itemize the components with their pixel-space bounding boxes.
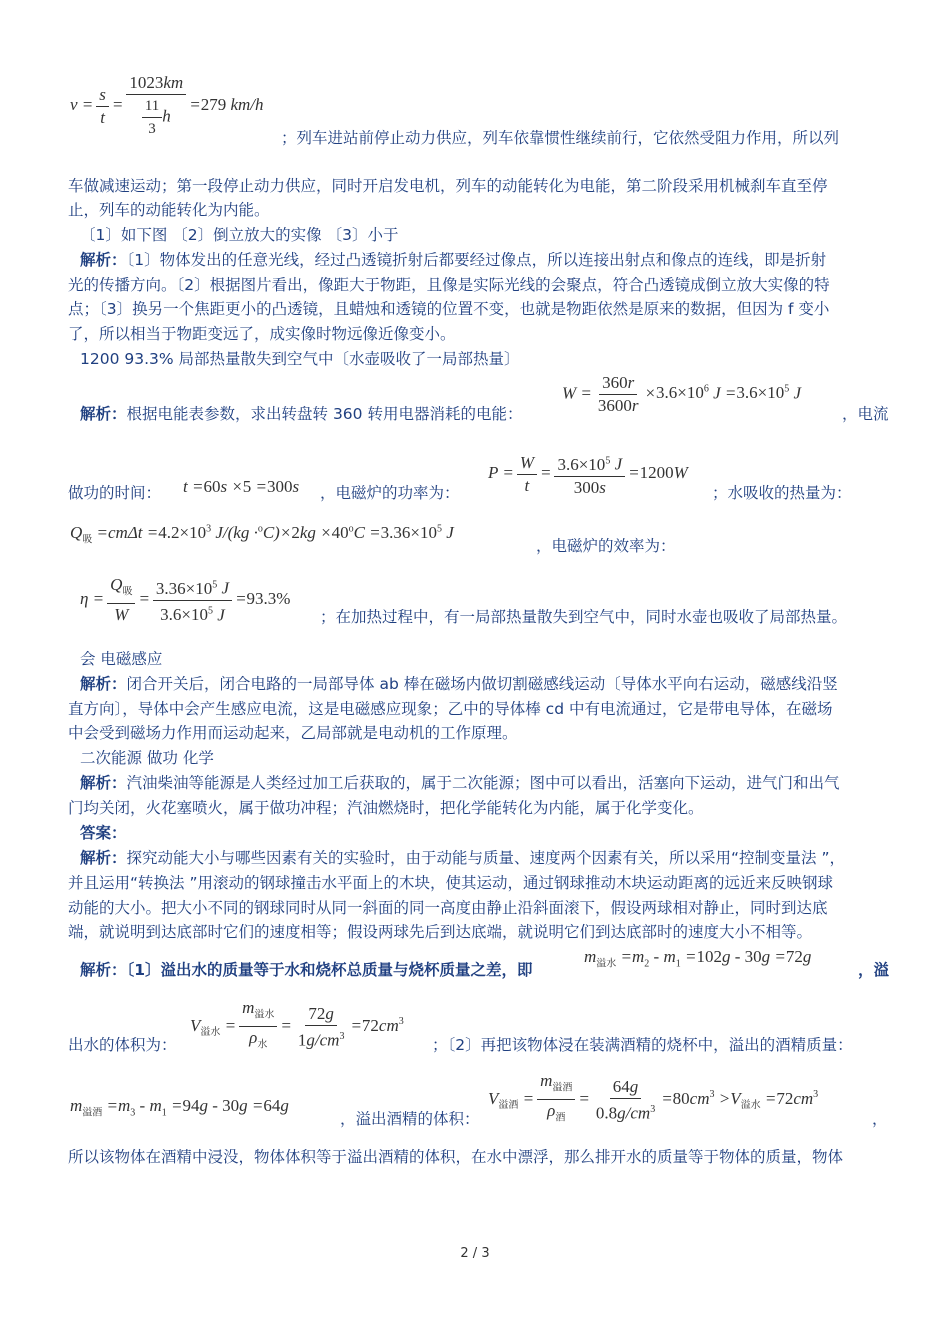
analysis-label: 解析： (80, 675, 127, 693)
formula-alcohol-volume: $V_{溢酒}$ = $\frac{m_{溢酒}}{\rho_酒}$ = $\frac{64g}{0.8g/cm^3}$ $=80cm^3 >V_{溢水} =72cm^3$ (488, 1071, 819, 1124)
text-line-10-end: ，电流 (842, 405, 889, 423)
text-line-28: ，溢出酒精的体积： (340, 1110, 480, 1128)
text-line-24: 动能的大小。把大小不同的钢球同时从同一斜面的同一高度由静止沿斜面滚下，假设两球相对静止，同时到达底 (68, 899, 828, 917)
formula-heat: $Q_吸 =cm\Delta t =4.2\times 10^3$ $J/(kg \cdot^oC)\times 2kg \times 40^oC =3.36\times 10^5$ J (70, 523, 454, 546)
analysis-label: 解析： (80, 251, 127, 269)
text-line-23: 并且运用“转换法 ”用滚动的钢球撞击水平面上的木块，使其运动，通过钢球推动木块运动距离的远近来反映钢球 (68, 874, 833, 892)
text-line-16: 直方向〕，导体中会产生感应电流，这是电磁感应现象；乙中的导体棒 cd 中有电流通过，它是带电导体，在磁场 (68, 700, 833, 718)
analysis-label: 解析： (80, 774, 127, 792)
formula-energy: W = $\frac{360r}{3600r}$ $\times 3.6\times 10^6$ $J =3.6\times 10^5$ J (562, 373, 802, 415)
text-line-3: 止，列车的动能转化为内能。 (68, 201, 270, 219)
text-line-28-end: ， (872, 1110, 888, 1128)
analysis-label: 解析： (80, 849, 127, 867)
answer-line-4: 〔1〕如下图 〔2〕倒立放大的实像 〔3〕小于 (80, 226, 399, 244)
text-line-7: 点；〔3〕换另一个焦距更小的凸透镜，且蜡烛和透镜的位置不变，也就是物距依然是原来的数据，但因为 f 变小 (68, 300, 830, 318)
analysis-line-19: 解析：汽油柴油等能源是人类经过加工后获取的，属于二次能源；图中可以看出，活塞向下运动，进气门和出气 (80, 774, 840, 792)
page-number: 2 / 3 (460, 1246, 490, 1261)
text-line-8: 了，所以相当于物距变远了，成实像时物远像近像变小。 (68, 325, 456, 343)
analysis-line-22: 解析：探究动能大小与哪些因素有关的实验时，由于动能与质量、速度两个因素有关，所以采用“控制变量法 ”， (80, 849, 846, 867)
text-line-11a: 做功的时间： (68, 484, 162, 502)
analysis-line-10: 解析：根据电能表参数，求出转盘转 360 转用电器消耗的电能： (80, 405, 523, 423)
analysis-line-5: 解析：〔1〕物体发出的任意光线，经过凸透镜折射后都要经过像点，所以连接出射点和像点的连线，即是折射 (80, 251, 827, 269)
formula-speed: v = $\frac{s}{t}$ = 1023km $\frac{11}{3}$ h =279 km/h (70, 73, 264, 137)
text-line-29: 所以该物体在酒精中浸没，物体体积等于溢出酒精的体积，在水中漂浮，那么排开水的质量等于物体的质量，物体 (68, 1148, 844, 1166)
text-line-12: ，电磁炉的效率为： (536, 537, 676, 555)
text-line-20: 门均关闭，火花塞喷火，属于做功冲程；汽油燃烧时，把化学能转化为内能，属于化学变化。 (68, 799, 704, 817)
answer-label: 答案： (80, 824, 127, 842)
text-line-13: ；在加热过程中，有一局部热量散失到空气中，同时水壶也吸收了局部热量。 (320, 608, 848, 626)
text-line-17: 中会受到磁场力作用而运动起来，乙局部就是电动机的工作原理。 (68, 724, 518, 742)
formula-power: P = $\frac{W}{t}$ = $\frac{3.6\times 10^5 J}{300s}$ =1200W (488, 450, 688, 499)
text-line-27a: 出水的体积为： (68, 1036, 177, 1054)
text-line-1: ；列车进站前停止动力供应，列车依靠惯性继续前行，它依然受阻力作用，所以列 (281, 129, 840, 147)
text-line-25: 端，就说明到达底部时它们的速度相等；假设两球先后到达底端，就说明它们到达底部时的速度大小不相等。 (68, 923, 813, 941)
text-line-2: 车做减速运动；第一段停止动力供应，同时开启发电机，列车的动能转化为电能，第二阶段采用机械刹车直至停 (68, 177, 828, 195)
formula-water-mass: $m_{溢水} =m_2 - m_1 =102g - 30g =72g$ (584, 947, 812, 970)
analysis-line-15: 解析：闭合开关后，闭合电路的一局部导体 ab 棒在磁场内做切割磁感线运动〔导体水平向右运动，磁感线沿竖 (80, 675, 838, 693)
answer-line-14: 会 电磁感应 (80, 650, 163, 668)
text-line-11c: ；水吸收的热量为： (712, 484, 852, 502)
formula-efficiency: η = $\frac{Q_吸}{W}$ = $\frac{3.36\times 10^5 J}{3.6\times 10^5 J}$ =93.3% (80, 575, 291, 625)
formula-time: t =60s ×5 =300s (183, 477, 300, 496)
text-line-11b: ，电磁炉的功率为： (320, 484, 460, 502)
answer-line-18: 二次能源 做功 化学 (80, 749, 214, 767)
answer-line-9: 1200 93.3% 局部热量散失到空气中〔水壶吸收了一局部热量〕 (80, 350, 520, 368)
analysis-label: 解析： (80, 961, 127, 979)
text-line-27b: ；〔2〕再把该物体浸在装满酒精的烧杯中，溢出的酒精质量： (432, 1036, 853, 1054)
text-line-6: 光的传播方向。〔2〕根据图片看出，像距大于物距，且像是实际光线的会聚点，符合凸透镜成倒立放大实像的特 (68, 276, 830, 294)
analysis-line-26: 解析：〔1〕溢出水的质量等于水和烧杯总质量与烧杯质量之差，即 (80, 961, 533, 979)
text-line-26-end: ，溢 (858, 961, 890, 979)
formula-water-volume: $V_{溢水}$ = $\frac{m_{溢水}}{\rho_水}$ = $\frac{72g}{1g/cm^3}$ $=72cm^3$ (190, 998, 404, 1051)
formula-alcohol-mass: $m_{溢酒} =m_3 - m_1 =94g - 30g =64g$ (70, 1096, 289, 1119)
analysis-label: 解析： (80, 405, 127, 423)
